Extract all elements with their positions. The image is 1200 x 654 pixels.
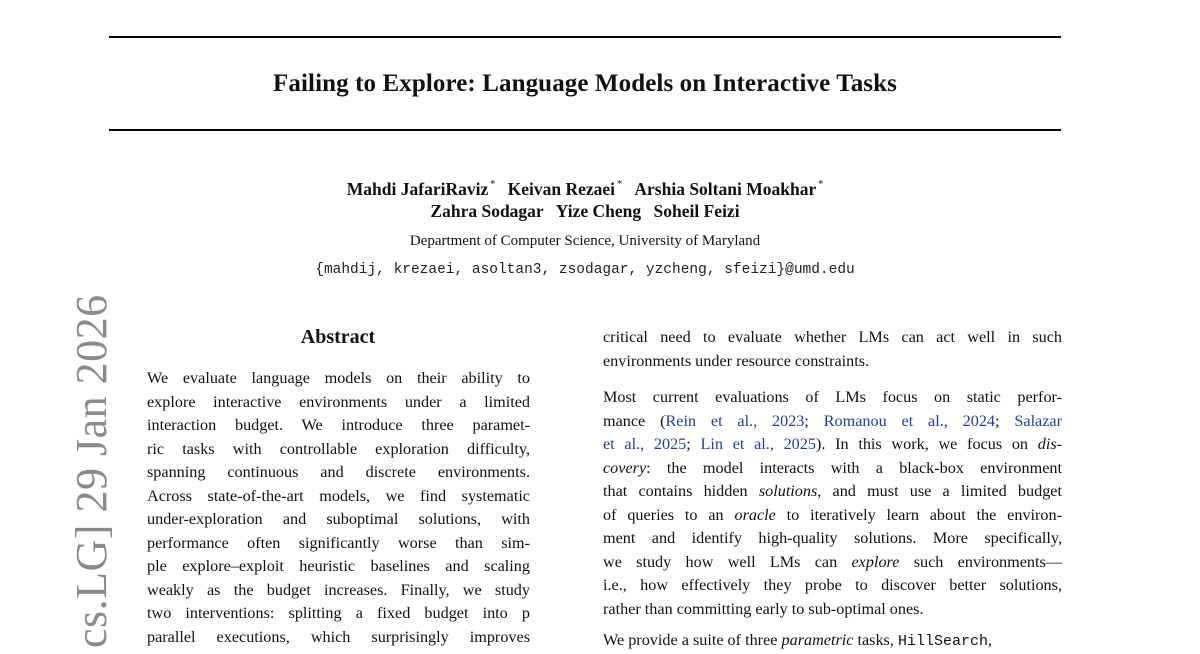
abstract-line: weakly as the budget increases. Finally, we study	[147, 580, 530, 599]
affiliation: Department of Computer Science, University of Maryland	[409, 233, 761, 249]
arxiv-sidebar-stamp: cs.LG] 29 Jan 2026	[67, 294, 116, 648]
paper-title: Failing to Explore: Language Models on Interactive Tasks	[273, 70, 897, 97]
author-name-text: Mahdi JafariRaviz	[346, 179, 489, 199]
abstract-line: ric tasks with controllable exploration difficulty,	[147, 439, 530, 458]
text-run: ;	[804, 411, 824, 430]
emphasis: oracle	[734, 505, 776, 524]
body-line	[603, 410, 1062, 434]
emphasis: dis-	[1037, 435, 1063, 453]
emphasis: parametric	[781, 631, 854, 649]
body-line	[603, 480, 1062, 504]
task-name-code: HillSearch	[897, 633, 988, 650]
body-line: environments under resource constraints.	[603, 351, 870, 370]
author-name	[347, 179, 495, 199]
author-name	[508, 179, 622, 199]
body-line: i.e., how effectively they probe to discover better solutions,	[603, 576, 1062, 594]
body-line: Most current evaluations of LMs focus on static perfor-	[603, 388, 1062, 406]
emphasis: covery	[603, 458, 647, 477]
text-run: ;	[686, 435, 701, 453]
text-run: , and must use a limited budget	[817, 482, 1062, 500]
body-line: ment and identify high-quality solutions. More specifically,	[603, 529, 1062, 547]
abstract-line: We evaluate language models on their ability to	[147, 369, 530, 387]
title-top-rule	[109, 36, 1061, 38]
body-line	[603, 629, 1062, 654]
equal-contribution-mark: *	[818, 179, 824, 190]
body-paragraph-2	[603, 386, 1062, 621]
text-run: tasks,	[853, 631, 898, 649]
author-name-text: Arshia Soltani Moakhar	[634, 179, 817, 199]
abstract-line: Across state-of-the-art models, we find systematic	[147, 486, 530, 505]
text-run: that contains hidden	[603, 482, 759, 500]
text-run: such environments—	[899, 552, 1062, 571]
body-line	[603, 457, 1062, 481]
abstract-line: performance often significantly worse than sim-	[147, 533, 530, 552]
body-line	[603, 551, 1062, 575]
author-list-line-1	[109, 173, 1061, 201]
citation-link[interactable]: Romanou et al., 2024	[823, 411, 996, 430]
citation-link[interactable]: Rein et al., 2023	[665, 411, 805, 430]
body-line	[603, 504, 1062, 528]
text-run: : the model interacts with a black-box environment	[646, 458, 1062, 477]
author-name: Zahra Sodagar	[430, 201, 544, 221]
abstract-line: interaction budget. We introduce three paramet-	[147, 416, 530, 434]
author-list-line-2	[109, 199, 1061, 223]
text-run: ;	[995, 411, 1015, 430]
emphasis: explore	[851, 552, 900, 571]
author-name-text: Keivan Rezaei	[507, 179, 616, 199]
body-line	[603, 433, 1062, 457]
text-run: to iteratively learn about the environ-	[775, 505, 1063, 524]
text-run: ,	[987, 631, 993, 649]
abstract-line: ple explore–exploit heuristic baselines and scaling	[147, 557, 530, 575]
body-line: critical need to evaluate whether LMs can act well in such	[603, 328, 1062, 346]
body-paragraph-3	[603, 629, 1062, 654]
citation-link[interactable]: Lin et al., 2025	[700, 435, 816, 453]
author-name	[634, 179, 823, 199]
body-line: rather than committing early to sub-optimal ones.	[603, 599, 924, 618]
emphasis: solutions	[758, 482, 818, 500]
abstract-line: spanning continuous and discrete environments.	[147, 463, 530, 481]
abstract-body	[147, 367, 530, 649]
title-bottom-rule	[109, 129, 1061, 131]
abstract-line: two interventions: splitting a fixed budget into p	[147, 604, 530, 622]
text-run: we study how well LMs can	[603, 552, 852, 571]
author-emails: {mahdij, krezaei, asoltan3, zsodagar, yzcheng, sfeizi}@umd.edu	[315, 262, 855, 278]
abstract-line: explore interactive environments under a limited	[147, 392, 530, 411]
body-paragraph-1	[603, 326, 1062, 373]
abstract-line: parallel executions, which surprisingly improves	[147, 627, 530, 646]
equal-contribution-mark: *	[617, 179, 623, 190]
abstract-heading: Abstract	[300, 326, 376, 348]
text-run: ). In this work, we focus on	[815, 435, 1038, 453]
text-run: mance (	[603, 411, 666, 430]
text-run: of queries to an	[603, 505, 735, 524]
author-name: Yize Cheng	[555, 201, 642, 221]
author-name: Soheil Feizi	[653, 201, 740, 221]
text-run: We provide a suite of three	[603, 631, 782, 649]
citation-link[interactable]: et al., 2025	[603, 435, 687, 453]
abstract-line: under-exploration and suboptimal solutions, with	[147, 510, 530, 528]
equal-contribution-mark: *	[490, 179, 496, 190]
citation-link[interactable]: Salazar	[1014, 411, 1063, 430]
